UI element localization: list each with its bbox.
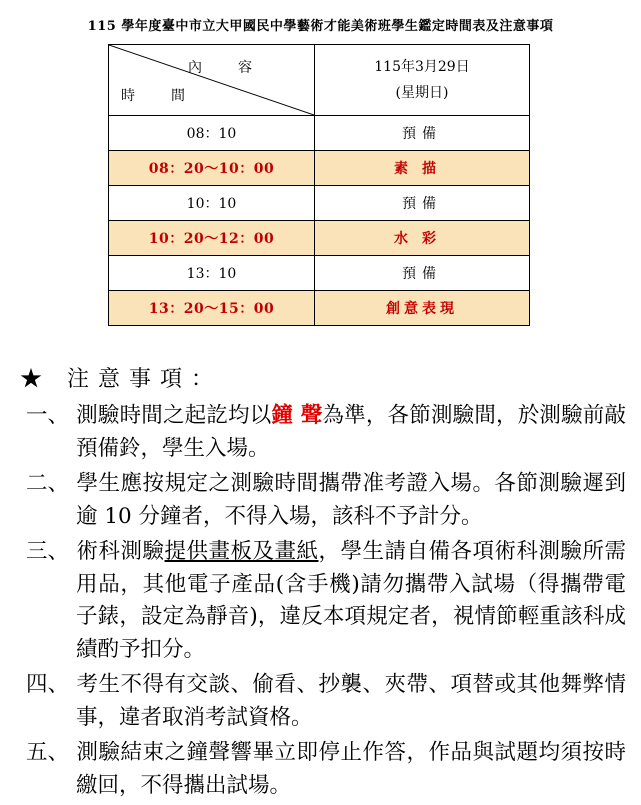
notes-list: [26, 400, 626, 805]
subject-cell: 素描: [315, 151, 530, 186]
item-text: ，學生請自備各項術科測驗所需用品，其他電子產品(含手機)請勿攜帶入試場（得攜帶電子錶，設定為靜音)，違反本項規定者，視情節輕重該科成績酌予扣分。: [76, 539, 626, 662]
item-number: 四、: [26, 672, 70, 697]
item-text: 為準，各節測驗間，於測驗前敲預備鈴，學生入場。: [76, 403, 626, 461]
list-item: [26, 468, 626, 533]
table-row: [109, 256, 530, 291]
date-header-cell: [315, 45, 530, 116]
time-cell: 13：20～15：00: [109, 291, 315, 326]
bell-emphasis: 鐘 聲: [271, 403, 323, 428]
list-item: [26, 400, 626, 465]
subject-cell: 預備: [315, 116, 530, 151]
list-item: [26, 669, 626, 734]
notes-heading: ★ 注意事項：: [20, 367, 222, 392]
table-row: [109, 186, 530, 221]
subject-cell: 預備: [315, 256, 530, 291]
schedule-table: [108, 44, 530, 326]
time-header-label: 時間: [121, 88, 221, 104]
item-text: 學生應按規定之測驗時間攜帶准考證入場。各節測驗遲到逾 10 分鐘者，不得入場，該科不予計分。: [76, 471, 626, 529]
list-item: [26, 536, 626, 666]
content-header-label: 內容: [188, 60, 288, 76]
table-row-highlight: [109, 151, 530, 186]
item-number: 一、: [26, 403, 70, 428]
diagonal-header-cell: [109, 45, 315, 116]
time-cell: 08：10: [109, 116, 315, 151]
item-number: 三、: [26, 539, 70, 564]
subject-cell: 預備: [315, 186, 530, 221]
list-item: [26, 737, 626, 802]
item-text: 術科測驗: [76, 539, 165, 564]
table-row-highlight: [109, 221, 530, 256]
table-header-row: [109, 45, 530, 116]
table-row: [109, 116, 530, 151]
time-cell: 08：20～10：00: [109, 151, 315, 186]
exam-date: 115年3月29日: [374, 59, 470, 75]
time-cell: 13：10: [109, 256, 315, 291]
item-number: 二、: [26, 471, 70, 496]
subject-cell: 創意表現: [315, 291, 530, 326]
item-text: 考生不得有交談、偷看、抄襲、夾帶、項替或其他舞弊情事，違者取消考試資格。: [76, 672, 626, 730]
table-row-highlight: [109, 291, 530, 326]
item-text: 測驗結束之鐘聲響畢立即停止作答，作品與試題均須按時繳回，不得攜出試場。: [76, 740, 626, 798]
item-number: 五、: [26, 740, 70, 765]
time-cell: 10：10: [109, 186, 315, 221]
document-title: 115 學年度臺中市立大甲國民中學藝術才能美術班學生鑑定時間表及注意事項: [87, 19, 554, 34]
exam-weekday: (星期日): [395, 85, 449, 101]
item-text: 測驗時間之起訖均以: [76, 403, 272, 428]
time-cell: 10：20～12：00: [109, 221, 315, 256]
subject-cell: 水彩: [315, 221, 530, 256]
underlined-text: 提供畫板及畫紙: [164, 539, 319, 564]
